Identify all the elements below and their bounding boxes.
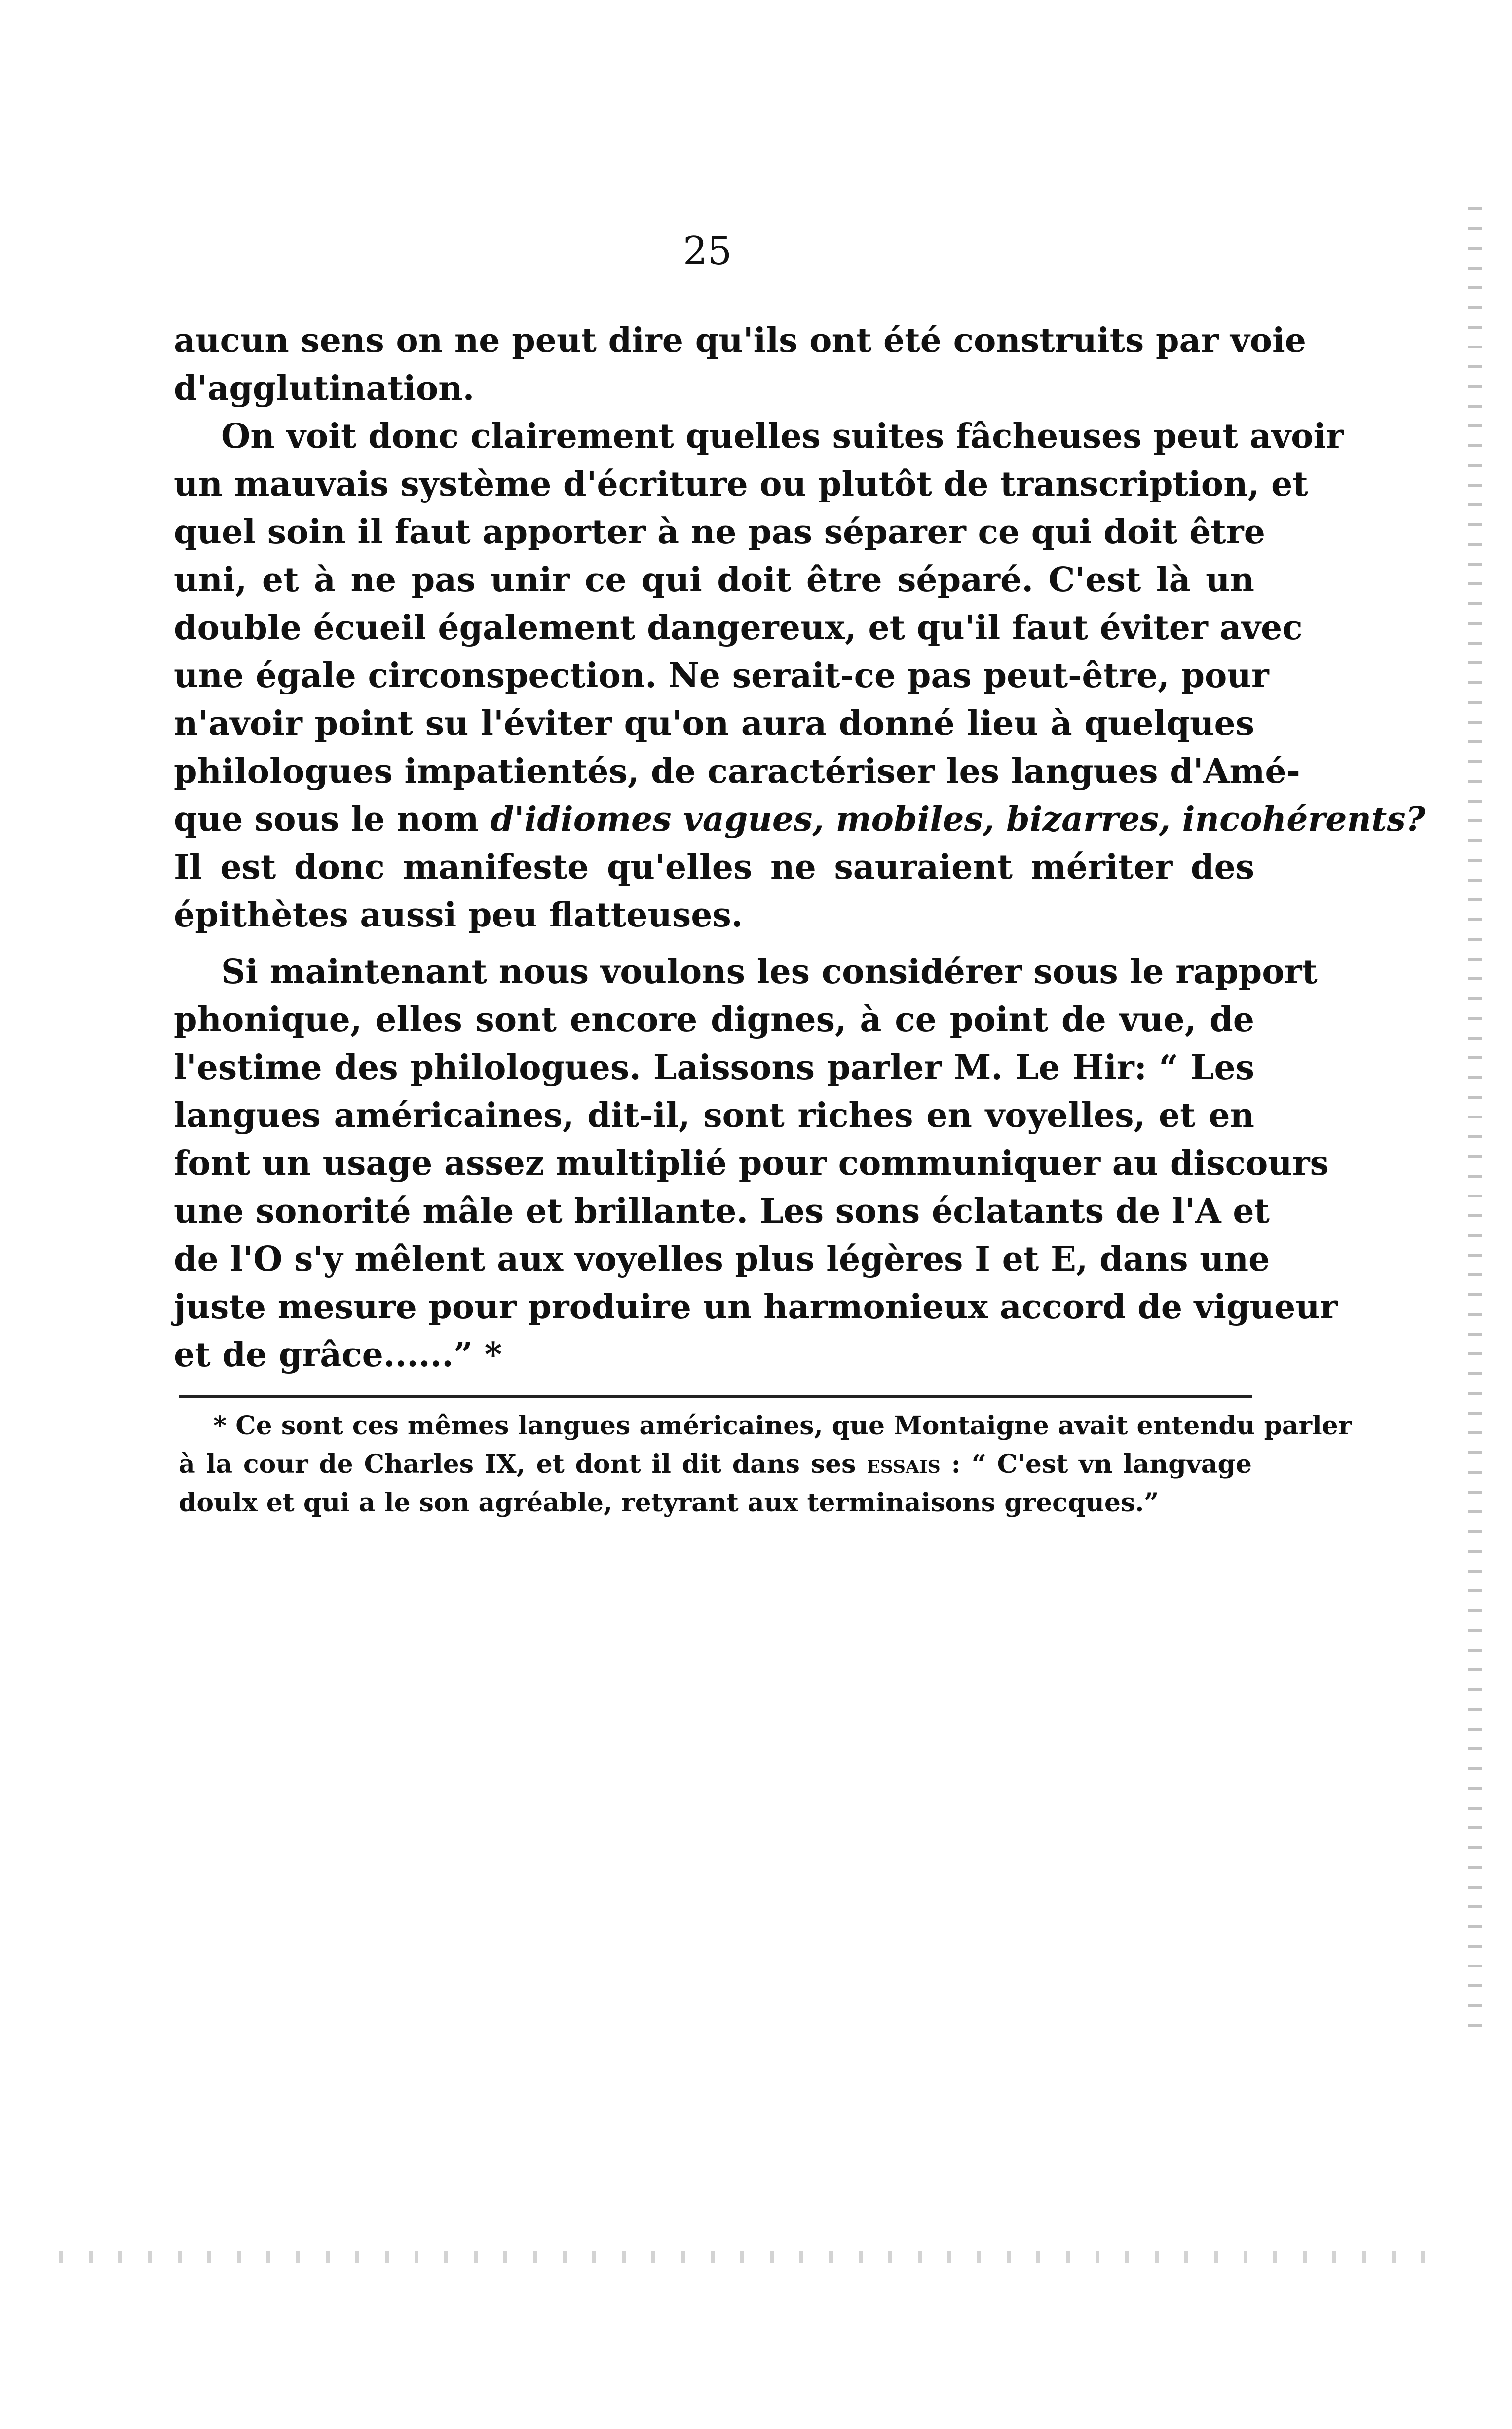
body-line-italic — [174, 796, 1426, 844]
scan-margin-speckle — [1468, 207, 1482, 2034]
body-line: Il est donc manifeste qu'elles ne sauraient mériter des — [174, 848, 1254, 887]
body-line: juste mesure pour produire un harmonieux accord de vigueur — [174, 1287, 1338, 1327]
footnote-line: * Ce sont ces mêmes langues américaines, que Montaigne avait entendu parler — [213, 1411, 1352, 1441]
body-line: philologues impatientés, de caractériser les langues d'Amé- — [174, 752, 1300, 791]
body-line: aucun sens on ne peut dire qu'ils ont été construits par voie — [174, 321, 1307, 360]
page-number: 25 — [683, 229, 732, 273]
body-line: font un usage assez multiplié pour communiquer au discours — [174, 1144, 1329, 1183]
body-line: langues américaines, dit-il, sont riches en voyelles, et en — [174, 1096, 1254, 1135]
body-line: double écueil également dangereux, et qu'il faut éviter avec — [174, 608, 1303, 648]
footnote-line — [179, 1445, 1252, 1484]
body-line: de l'O s'y mêlent aux voyelles plus légères I et E, dans une — [174, 1239, 1270, 1279]
footnote — [179, 1407, 1352, 1522]
body-line: une sonorité mâle et brillante. Les sons éclatants de l'A et — [174, 1192, 1270, 1231]
body-line: n'avoir point su l'éviter qu'on aura donné lieu à quelques — [174, 704, 1254, 743]
body-text — [174, 317, 1426, 1379]
body-line: Si maintenant nous voulons les considérer sous le rapport — [221, 952, 1318, 992]
body-line: l'estime des philologues. Laissons parler M. Le Hir: “ Les — [174, 1048, 1254, 1087]
footnote-line: doulx et qui a le son agréable, retyrant aux terminaisons grecques.” — [179, 1488, 1159, 1518]
body-line: uni, et à ne pas unir ce qui doit être séparé. C'est là un — [174, 560, 1254, 600]
body-line: une égale circonspection. Ne serait-ce pas peut-être, pour — [174, 656, 1269, 695]
body-line: un mauvais système d'écriture ou plutôt de transcription, et — [174, 464, 1308, 504]
body-line-lead: que sous le nom — [174, 800, 491, 839]
footnote-small-caps: essais — [867, 1449, 941, 1479]
footnote-rule — [179, 1395, 1252, 1398]
footnote-line-tail: : “ C'est vn langvage — [940, 1449, 1252, 1479]
scan-bottom-speckle — [59, 2251, 1441, 2263]
body-line: phonique, elles sont encore dignes, à ce point de vue, de — [174, 1000, 1254, 1040]
body-line: épithètes aussi peu flatteuses. — [174, 895, 743, 935]
italic-phrase: d'idiomes vagues, mobiles, bizarres, incohérents? — [491, 800, 1426, 839]
footnote-line-lead: à la cour de Charles IX, et dont il dit dans ses — [179, 1449, 867, 1479]
body-line: d'agglutination. — [174, 369, 475, 408]
body-line: quel soin il faut apporter à ne pas séparer ce qui doit être — [174, 512, 1265, 552]
body-line: et de grâce......” * — [174, 1335, 502, 1375]
body-line: On voit donc clairement quelles suites fâcheuses peut avoir — [221, 417, 1344, 456]
